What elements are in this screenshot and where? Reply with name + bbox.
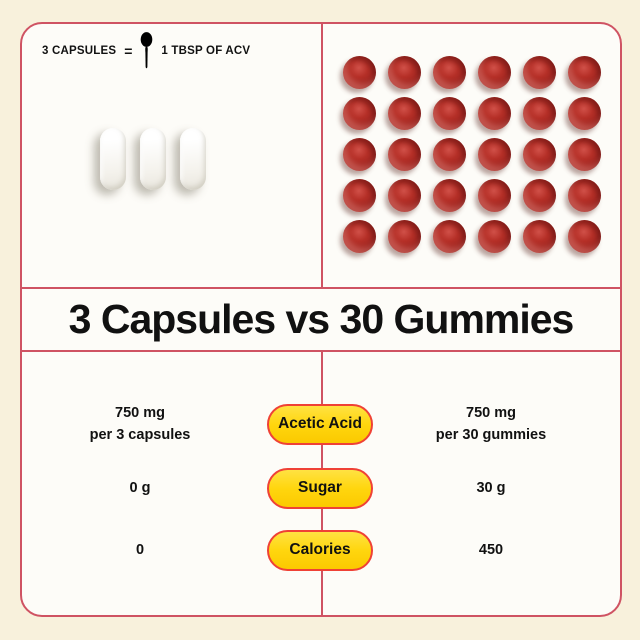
attribute-cell xyxy=(258,404,382,445)
gummy xyxy=(388,56,421,89)
attribute-label: Acetic Acid xyxy=(278,415,362,432)
capsule xyxy=(180,128,206,190)
gummies-sugar-value xyxy=(382,477,600,499)
capsule xyxy=(100,128,126,190)
gummy xyxy=(388,138,421,171)
capsules-photo xyxy=(100,128,206,190)
main-frame xyxy=(20,22,622,617)
gummy xyxy=(478,138,511,171)
capsules-calories-value xyxy=(22,539,258,561)
gummy xyxy=(568,220,601,253)
gummy xyxy=(433,138,466,171)
gummy xyxy=(568,138,601,171)
comparison-row-sugar xyxy=(22,466,620,510)
gummy xyxy=(343,179,376,212)
gummy xyxy=(433,97,466,130)
gummy xyxy=(343,138,376,171)
value-line: 750 mg xyxy=(466,404,516,421)
value-line: 0 g xyxy=(129,479,151,496)
value-line: 30 g xyxy=(476,479,506,496)
capsules-acetic-acid-value xyxy=(22,402,258,447)
gummies-acetic-acid-value xyxy=(382,402,600,447)
comparison-row-calories xyxy=(22,528,620,572)
gummy xyxy=(568,97,601,130)
gummy xyxy=(388,97,421,130)
gummy xyxy=(343,56,376,89)
page-title: 3 Capsules vs 30 Gummies xyxy=(68,296,574,342)
gummy xyxy=(478,179,511,212)
gummy xyxy=(343,97,376,130)
attribute-label: Calories xyxy=(289,541,351,558)
comparison-row-acetic-acid xyxy=(22,402,620,446)
gummy xyxy=(523,179,556,212)
equivalence-caption xyxy=(42,30,250,72)
gummy xyxy=(523,56,556,89)
equals-sign: = xyxy=(124,43,133,59)
gummy xyxy=(388,179,421,212)
gummy xyxy=(388,220,421,253)
attribute-label: Sugar xyxy=(298,479,342,496)
capsules-sugar-value xyxy=(22,477,258,499)
gummy xyxy=(523,220,556,253)
attribute-pill-sugar xyxy=(267,468,373,509)
gummy xyxy=(523,138,556,171)
value-line: 0 xyxy=(135,541,145,558)
attribute-pill-calories xyxy=(267,530,373,571)
gummy xyxy=(433,56,466,89)
attribute-cell xyxy=(258,468,382,509)
gummy xyxy=(433,220,466,253)
value-line: 750 mg xyxy=(115,404,165,421)
gummy xyxy=(343,220,376,253)
gummy xyxy=(478,220,511,253)
tbsp-equivalence-label: 1 TBSP OF ACV xyxy=(161,45,251,57)
attribute-pill-acetic-acid xyxy=(267,404,373,445)
value-line: 450 xyxy=(478,541,504,558)
attribute-cell xyxy=(258,530,382,571)
gummy xyxy=(433,179,466,212)
capsules-equivalence-label: 3 CAPSULES xyxy=(42,45,117,57)
gummies-calories-value xyxy=(382,539,600,561)
gummy xyxy=(568,179,601,212)
gummy xyxy=(568,56,601,89)
gummy xyxy=(478,56,511,89)
capsule xyxy=(140,128,166,190)
value-line: per 30 gummies xyxy=(435,427,547,443)
gummy xyxy=(523,97,556,130)
value-line: per 3 capsules xyxy=(89,427,191,443)
title-band xyxy=(22,289,620,350)
gummies-photo xyxy=(322,52,622,258)
spoon-icon xyxy=(140,32,153,70)
gummy xyxy=(478,97,511,130)
